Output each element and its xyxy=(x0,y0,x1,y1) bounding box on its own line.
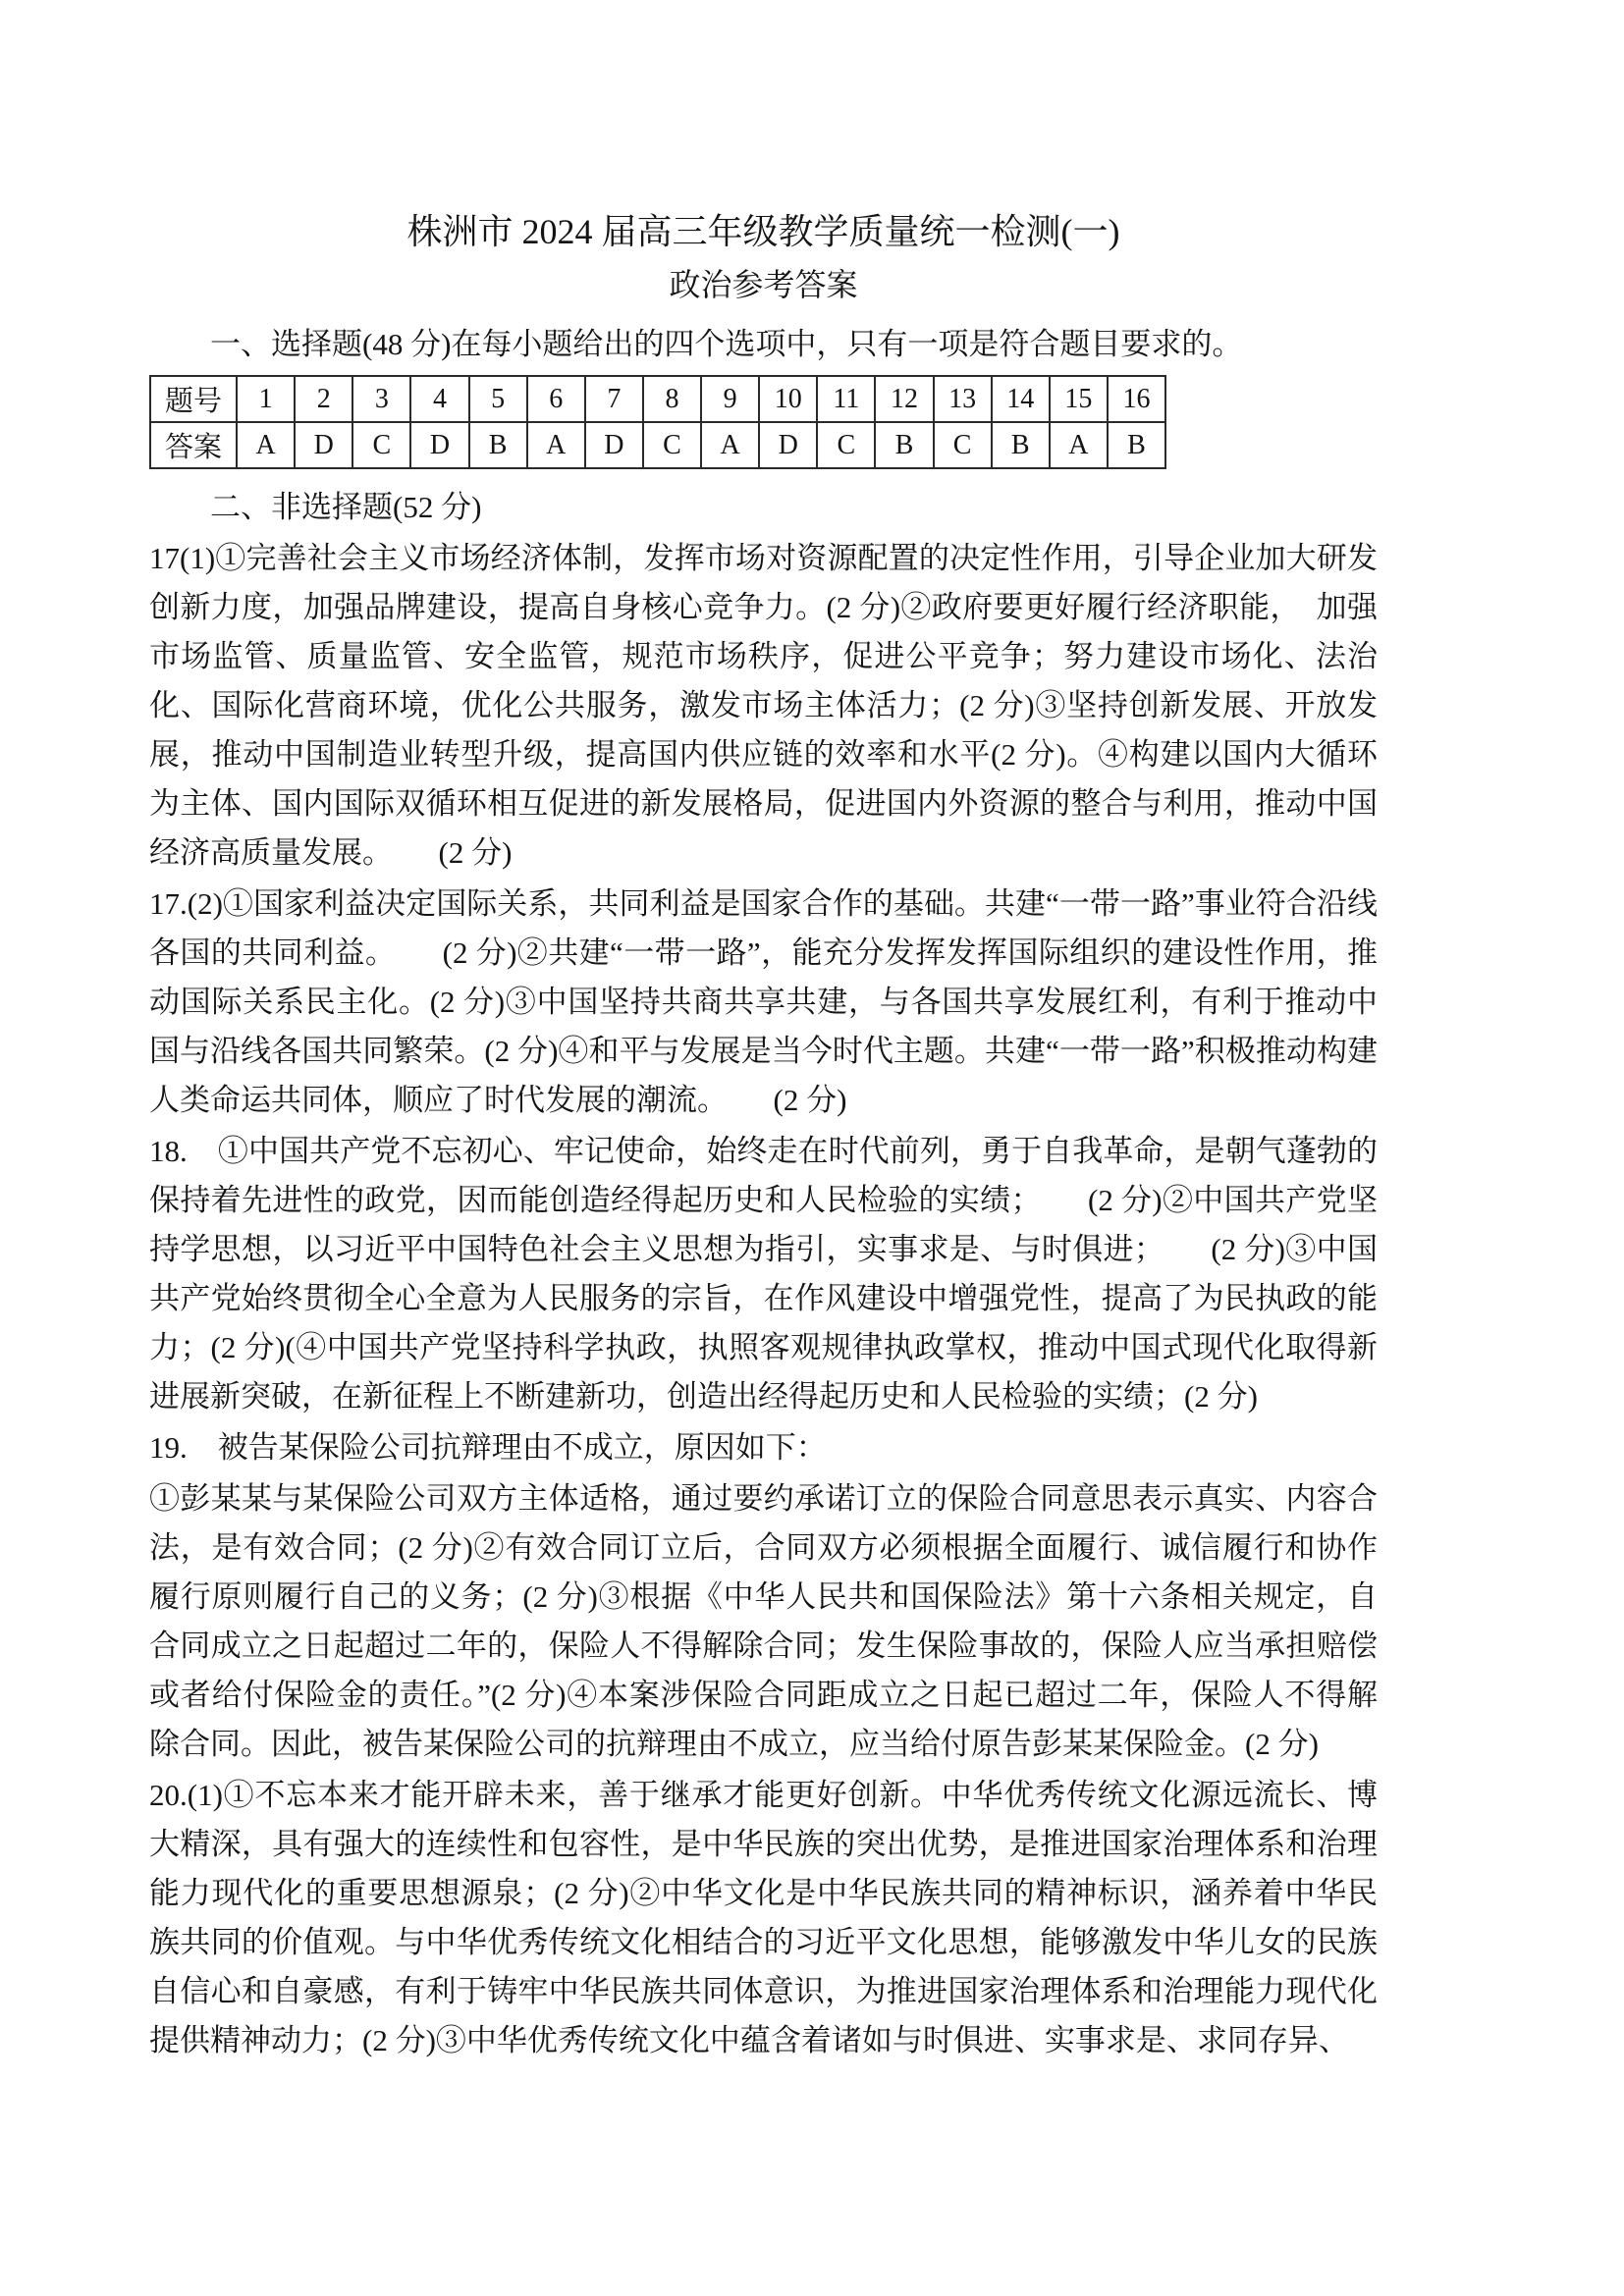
answer-paragraph-18: 18. ①中国共产党不忘初心、牢记使命，始终走在时代前列，勇于自我革命，是朝气蓬勃的保持着先进性的政党，因而能创造经得起历史和人民检验的实绩； (2 分)②中国共产党坚持学思想，以习近平中国特色社会主义思想为指引，实事求是、与时俱进； (2 分)③中国共产党始终贯彻全心全意为人民服务的宗旨，在作风建设中增强党性，提高了为民执政的能力；(2 分)(④中国共产党坚持科学执政，执照客观规律执政掌权，推动中国式现代化取得新进展新突破，在新征程上不断建新功，创造出经得起历史和人民检验的实绩；(2 分) xyxy=(149,1134,1378,1414)
answer-cell: D xyxy=(759,422,817,468)
question-number-cell: 15 xyxy=(1050,376,1108,422)
question-number-cell: 10 xyxy=(759,376,817,422)
answer-paragraph-20-1: 20.(1)①不忘本来才能开辟未来，善于继承才能更好创新。中华优秀传统文化源远流长、博大精深，具有强大的连续性和包容性，是中华民族的突出优势，是推进国家治理体系和治理能力现代化的重要思想源泉；(2 分)②中华文化是中华民族共同的精神标识，涵养着中华民族共同的价值观。与中华优秀传统文化相结合的习近平文化思想，能够激发中华儿女的民族自信心和自豪感，有利于铸牢中华民族共同体意识，为推进国家治理体系和治理能力现代化提供精神动力；(2 分)③中华优秀传统文化中蕴含着诸如与时俱进、实事求是、求同存异、 xyxy=(149,1778,1378,2057)
document-title: 株洲市 2024 届高三年级教学质量统一检测(一) xyxy=(406,212,1120,251)
question-number-cell: 16 xyxy=(1108,376,1165,422)
answer-row xyxy=(150,422,1165,468)
answer-cell: C xyxy=(643,422,701,468)
question-number-cell: 6 xyxy=(527,376,585,422)
question-number-cell: 11 xyxy=(817,376,875,422)
answer-cell: B xyxy=(469,422,527,468)
answer-cell: C xyxy=(934,422,992,468)
answer-cell: A xyxy=(527,422,585,468)
question-number-cell: 9 xyxy=(701,376,759,422)
question-number-cell: 1 xyxy=(237,376,295,422)
question-number-cell: 12 xyxy=(875,376,933,422)
page-content xyxy=(149,0,1378,2065)
answer-row-header: 答案 xyxy=(150,422,237,468)
question-number-cell: 13 xyxy=(934,376,992,422)
answer-cell: A xyxy=(1050,422,1108,468)
answer-cell: A xyxy=(701,422,759,468)
answer-table xyxy=(149,375,1166,469)
answer-paragraph-17-2: 17.(2)①国家利益决定国际关系，共同利益是国家合作的基础。共建“一带一路”事业符合沿线各国的共同利益。 (2 分)②共建“一带一路”，能充分发挥发挥国际组织的建设性作用，推动国际关系民主化。(2 分)③中国坚持共商共享共建，与各国共享发展红利，有利于推动中国与沿线各国共同繁荣。(2 分)④和平与发展是当今时代主题。共建“一带一路”积极推动构建人类命运共同体，顺应了时代发展的潮流。 (2 分) xyxy=(149,886,1378,1117)
question-number-cell: 3 xyxy=(352,376,410,422)
question-number-cell: 14 xyxy=(992,376,1050,422)
answer-paragraph-19-body: ①彭某某与某保险公司双方主体适格，通过要约承诺订立的保险合同意思表示真实、内容合法，是有效合同；(2 分)②有效合同订立后，合同双方必须根据全面履行、诚信履行和协作履行原则履行自己的义务；(2 分)③根据《中华人民共和国保险法》第十六条相关规定，自合同成立之日起超过二年的，保险人不得解除合同；发生保险事故的，保险人应当承担赔偿或者给付保险金的责任。”(2 分)④本案涉保险合同距成立之日起已超过二年，保险人不得解除合同。因此，被告某保险公司的抗辩理由不成立，应当给付原告彭某某保险金。(2 分) xyxy=(149,1481,1378,1761)
question-number-row-header: 题号 xyxy=(150,376,237,422)
answer-cell: B xyxy=(875,422,933,468)
answer-cell: A xyxy=(237,422,295,468)
answer-cell: D xyxy=(410,422,468,468)
multiple-choice-section-heading: 一、选择题(48 分)在每小题给出的四个选项中，只有一项是符合题目要求的。 xyxy=(210,327,1243,361)
question-number-cell: 2 xyxy=(295,376,352,422)
document-subtitle: 政治参考答案 xyxy=(669,267,858,302)
question-number-cell: 7 xyxy=(585,376,643,422)
answer-paragraph-19-intro: 19. 被告某保险公司抗辩理由不成立，原因如下： xyxy=(149,1430,827,1465)
question-number-cell: 4 xyxy=(410,376,468,422)
answer-cell: C xyxy=(817,422,875,468)
answer-cell: D xyxy=(585,422,643,468)
answer-cell: B xyxy=(992,422,1050,468)
question-number-cell: 8 xyxy=(643,376,701,422)
answer-paragraph-17-1: 17(1)①完善社会主义市场经济体制，发挥市场对资源配置的决定性作用，引导企业加大研发创新力度，加强品牌建设，提高自身核心竞争力。(2 分)②政府要更好履行经济职能， 加强市场监管、质量监管、安全监管，规范市场秩序，促进公平竞争；努力建设市场化、法治化、国际化营商环境，优化公共服务，激发市场主体活力；(2 分)③坚持创新发展、开放发展，推动中国制造业转型升级，提高国内供应链的效率和水平(2 分)。④构建以国内大循环为主体、国内国际双循环相互促进的新发展格局，促进国内外资源的整合与利用，推动中国经济高质量发展。 (2 分) xyxy=(149,541,1378,870)
answer-cell: B xyxy=(1108,422,1165,468)
question-number-row xyxy=(150,376,1165,422)
free-response-section-heading: 二、非选择题(52 分) xyxy=(210,490,482,524)
question-number-cell: 5 xyxy=(469,376,527,422)
answer-cell: C xyxy=(352,422,410,468)
answer-cell: D xyxy=(295,422,352,468)
